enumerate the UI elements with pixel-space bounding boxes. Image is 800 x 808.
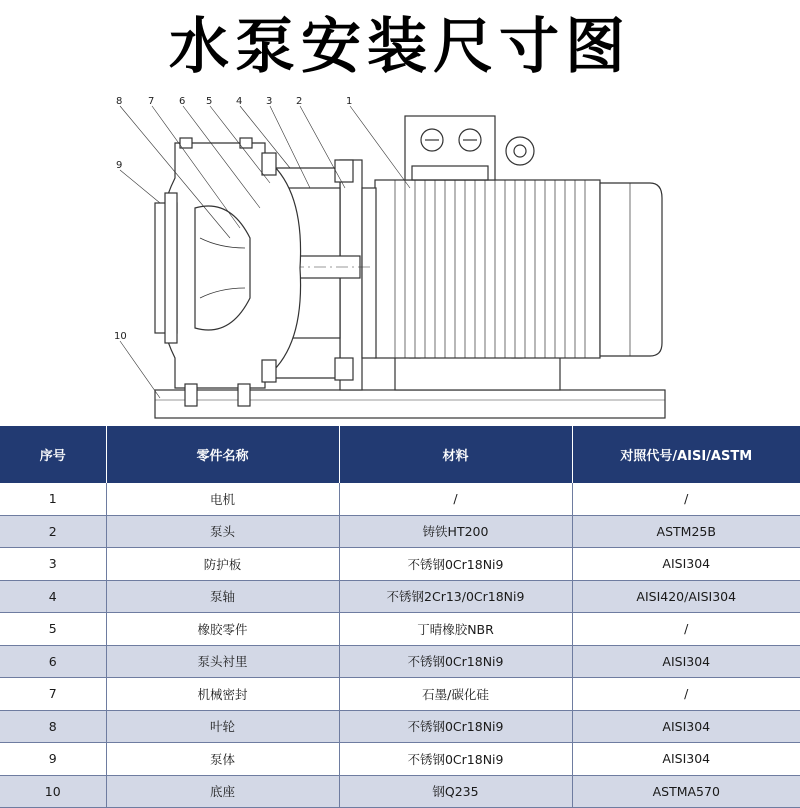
cell-material: 铸铁HT200 — [339, 515, 572, 548]
cell-material: 不锈钢0Cr18Ni9 — [339, 645, 572, 678]
cell-index: 3 — [0, 548, 106, 581]
cell-part-name: 机械密封 — [106, 678, 339, 711]
header-part-name: 零件名称 — [106, 426, 339, 483]
table-row — [0, 483, 800, 515]
cell-part-name: 电机 — [106, 483, 339, 515]
cell-standard-code: ASTM25B — [572, 515, 800, 548]
cell-index: 2 — [0, 515, 106, 548]
part-label-9: 9 — [116, 160, 123, 171]
cell-index: 5 — [0, 613, 106, 646]
parts-table — [0, 426, 800, 808]
header-standard-code: 对照代号/AISI/ASTM — [572, 426, 800, 483]
cell-material: 石墨/碳化硅 — [339, 678, 572, 711]
table-row — [0, 678, 800, 711]
cell-index: 1 — [0, 483, 106, 515]
cell-part-name: 防护板 — [106, 548, 339, 581]
cell-standard-code: AISI420/AISI304 — [572, 580, 800, 613]
cell-material: 丁晴橡胶NBR — [339, 613, 572, 646]
header-index: 序号 — [0, 426, 106, 483]
cell-part-name: 叶轮 — [106, 710, 339, 743]
table-row — [0, 775, 800, 808]
terminal-box — [405, 116, 495, 180]
cell-standard-code: AISI304 — [572, 645, 800, 678]
cell-part-name: 底座 — [106, 775, 339, 808]
table-row — [0, 548, 800, 581]
table-row — [0, 515, 800, 548]
cell-material: 钢Q235 — [339, 775, 572, 808]
header-material: 材料 — [339, 426, 572, 483]
part-label-3: 3 — [266, 96, 273, 107]
table-row — [0, 580, 800, 613]
cell-standard-code: / — [572, 483, 800, 515]
part-label-8: 8 — [116, 96, 123, 107]
cell-standard-code: / — [572, 678, 800, 711]
part-label-10: 10 — [114, 331, 127, 342]
cell-index: 7 — [0, 678, 106, 711]
cell-material: 不锈钢0Cr18Ni9 — [339, 743, 572, 776]
part-label-2: 2 — [296, 96, 303, 107]
table-header-row — [0, 426, 800, 483]
cell-standard-code: AISI304 — [572, 548, 800, 581]
part-label-4: 4 — [236, 96, 243, 107]
cell-index: 9 — [0, 743, 106, 776]
base-plate — [155, 390, 665, 418]
cell-standard-code: AISI304 — [572, 743, 800, 776]
cell-material: 不锈钢2Cr13/0Cr18Ni9 — [339, 580, 572, 613]
pump-cross-section-drawing — [0, 88, 800, 426]
part-label-1: 1 — [346, 96, 353, 107]
cell-part-name: 泵轴 — [106, 580, 339, 613]
cell-part-name: 泵头 — [106, 515, 339, 548]
part-label-6: 6 — [179, 96, 186, 107]
part-label-7: 7 — [148, 96, 155, 107]
cell-index: 6 — [0, 645, 106, 678]
cell-index: 10 — [0, 775, 106, 808]
motor-body — [375, 180, 600, 358]
cell-standard-code: ASTMA570 — [572, 775, 800, 808]
cell-material: 不锈钢0Cr18Ni9 — [339, 710, 572, 743]
cell-index: 8 — [0, 710, 106, 743]
table-row — [0, 710, 800, 743]
cell-standard-code: / — [572, 613, 800, 646]
table-row — [0, 613, 800, 646]
cell-standard-code: AISI304 — [572, 710, 800, 743]
page-title: 水泵安装尺寸图 — [169, 12, 631, 82]
table-row — [0, 743, 800, 776]
cell-part-name: 泵体 — [106, 743, 339, 776]
part-label-5: 5 — [206, 96, 213, 107]
cell-part-name: 泵头衬里 — [106, 645, 339, 678]
cell-material: / — [339, 483, 572, 515]
cell-index: 4 — [0, 580, 106, 613]
cell-part-name: 橡胶零件 — [106, 613, 339, 646]
table-row — [0, 645, 800, 678]
cell-material: 不锈钢0Cr18Ni9 — [339, 548, 572, 581]
